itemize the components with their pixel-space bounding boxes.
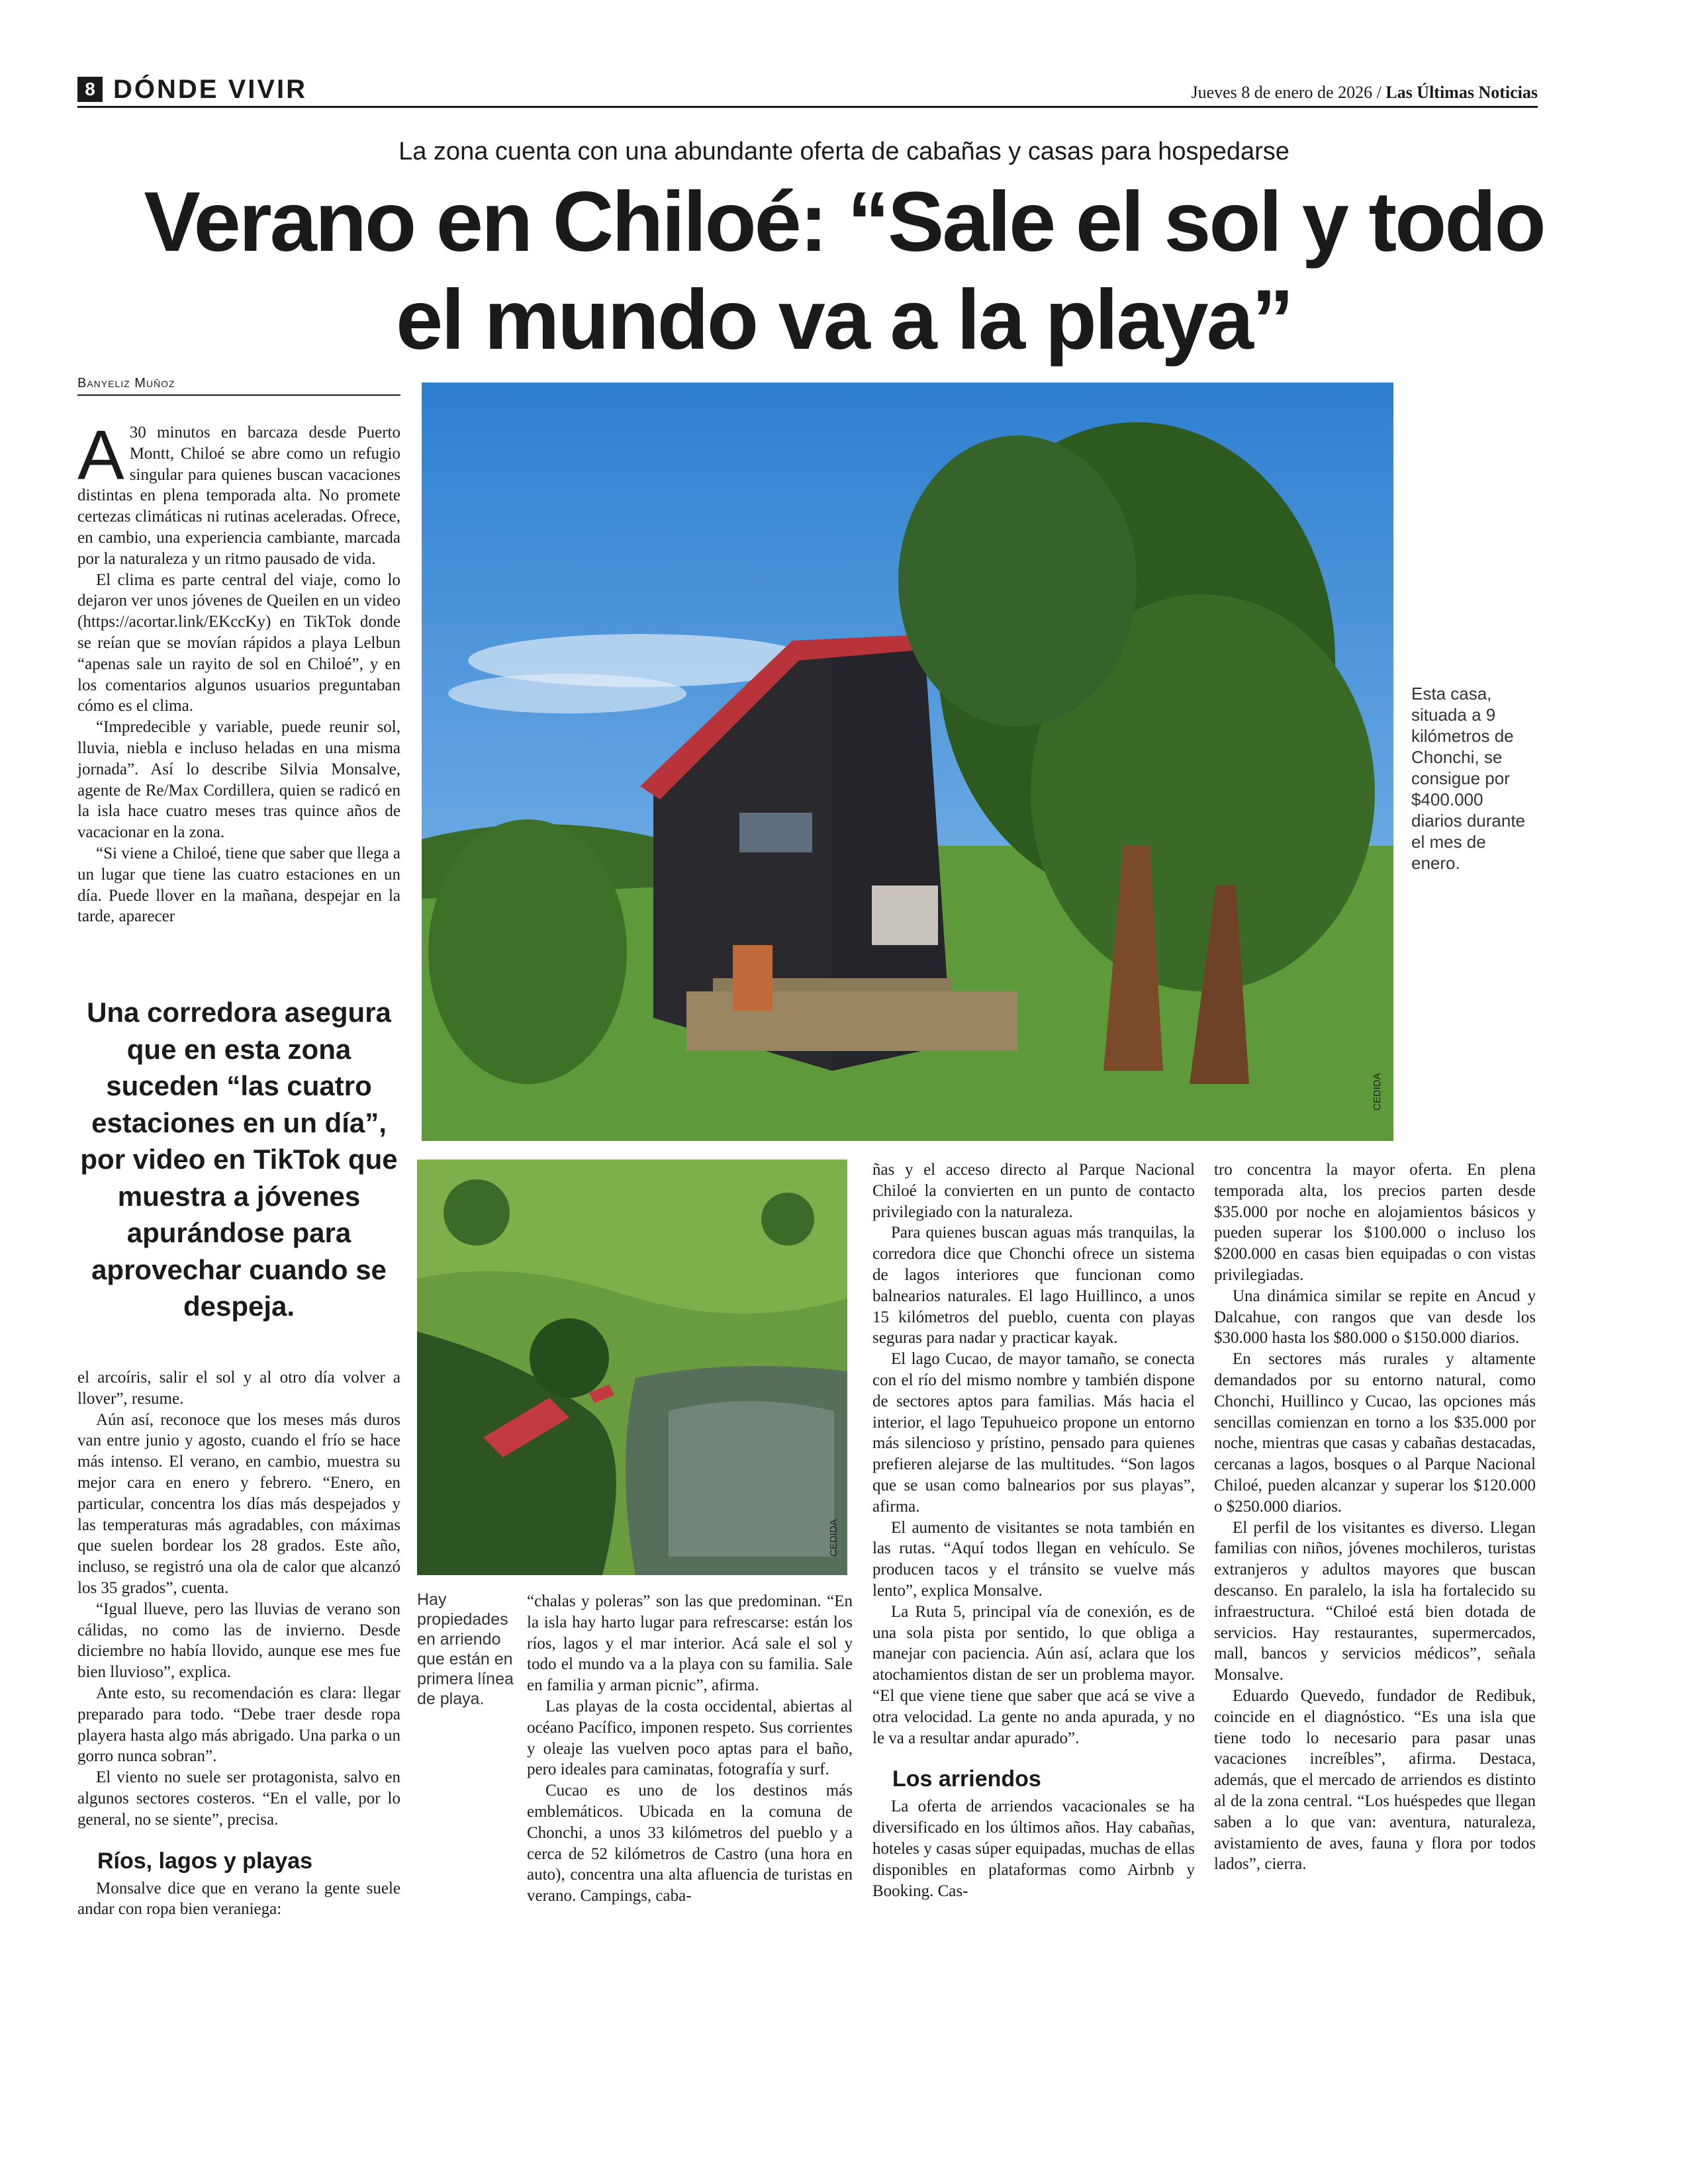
date-separator: / [1376, 83, 1382, 102]
paragraph: El viento no suele ser protagonista, salvo en algunos sectores costeros. “En el valle, por lo general, no se siente”, precisa. [77, 1768, 400, 1829]
date-line [1191, 81, 1538, 105]
article-column-1-top [77, 416, 400, 927]
paragraph: “Igual llueve, pero las lluvias de verano son cálidas, no como las de invierno. Desde diciembre no había llovido, aunque ese mes fue bien lluvioso”, explica. [77, 1600, 400, 1682]
paragraph: El aumento de visitantes se nota también en las rutas. “Aquí todos llegan en vehículo. Se producen tacos y el tránsito se vuelve más lento”, explica Monsalve. [872, 1518, 1195, 1600]
paragraph: “Impredecible y variable, puede reunir sol, lluvia, niebla e incluso heladas en una misma jornada”. Así lo describe Silvia Monsalve, agente de Re/Max Cordillera, quien se radicó en la isla hace cuatro meses tras quince años de vacacionar en la zona. [77, 718, 400, 842]
section-title: DÓNDE VIVIR [113, 75, 308, 104]
paragraph: El clima es parte central del viaje, como lo dejaron ver unos jóvenes de Queilen en un video (https://acortar.link/EKccKy) en TikTok donde se reían que se movían rápidos a playa Lelbun “apenas sale un rayito de sol en Chiloé”, y en los comentarios algunos usuarios preguntaban cómo es el clima. [77, 570, 400, 715]
paragraph: tro concentra la mayor oferta. En plena temporada alta, los precios parten desde $35.000 por noche en alojamientos básicos y pueden superar los $100.000 o incluso los $200.000 en casas bien equipadas o con vistas privilegiadas. [1214, 1161, 1536, 1284]
byline-name: Banyeliz Muñoz [77, 376, 175, 390]
photo-credit: CEDIDA [828, 1519, 839, 1557]
article-column-1-bottom [77, 1367, 400, 1920]
paragraph: Aún así, reconoce que los meses más duros van entre junio y agosto, cuando el frío se hace más intenso. El verano, en cambio, muestra su mejor cara en enero y febrero. “Enero, en particular, concentra los días más despejados y las temperaturas más agradables, con máximas que suelen bordear los 28 grados. Este año, incluso, se registró una ola de calor que alcanzó los 35 grados”, cuenta. [77, 1410, 400, 1597]
pull-quote: Una corredora asegura que en esta zona suceden “las cuatro estaciones en un día”, por video en TikTok que muestra a jóvenes apurándose para aprovechar cuando se despeja. [80, 997, 398, 1322]
subheading-los-arriendos: Los arriendos [892, 1766, 1041, 1792]
photo-aerial [417, 1160, 847, 1575]
paragraph: La oferta de arriendos vacacionales se ha diversificado en los últimos años. Hay cabañas, hoteles y casas súper equipadas, muchas de ellas disponibles en plataformas como Airbnb y Booking. Cas- [872, 1797, 1195, 1900]
paragraph: El perfil de los visitantes es diverso. Llegan familias con niños, jóvenes mochileros, turistas extranjeros y adultos mayores que buscan descanso. En paralelo, la isla ha fortalecido su infraestructura. “Chiloé está bien dotada de servicios. Hay restaurantes, supermercados, mall, bancos y servicios médicos”, señala Monsalve. [1214, 1518, 1536, 1684]
subheading-rios-lagos-playas: Ríos, lagos y playas [97, 1848, 313, 1874]
photo-credit: CEDIDA [1372, 1073, 1383, 1111]
paragraph: Las playas de la costa occidental, abiertas al océano Pacífico, imponen respeto. Sus corrientes y oleaje las vuelven poco aptas para el baño, pero ideales para caminatas, fotografía y surf. [527, 1697, 853, 1779]
paragraph: ñas y el acceso directo al Parque Nacional Chiloé la convierten en un punto de contacto privilegiado con la naturaleza. [872, 1161, 1195, 1221]
article-column-2-bottom [527, 1591, 853, 1907]
paragraph: Para quienes buscan aguas más tranquilas, la corredora dice que Chonchi ofrece un sistema de lagos interiores que funcionan como balnearios naturales. El lago Huillinco, a unos 15 kilómetros del pueblo, cuenta con playas seguras para nadar y practicar kayak. [872, 1224, 1195, 1347]
paragraph: Monsalve dice que en verano la gente suele andar con ropa bien veraniega: [77, 1879, 400, 1919]
paragraph: Eduardo Quevedo, fundador de Redibuk, coincide en el diagnóstico. “Es una isla que tiene todo lo necesario para pasar unas vacaciones increíbles”, afirma. Destaca, además, que el mercado de arriendos es distinto al de la zona central. “Los huéspedes que llegan saben a lo que van: aventura, naturaleza, avistamiento de aves, fauna y flora por todos lados”, cierra. [1214, 1686, 1536, 1874]
lead-paragraph: A 30 minutos en barcaza desde Puerto Montt, Chiloé se abre como un refugio singular para quienes buscan vacaciones distintas en plena temporada alta. No promete certezas climáticas ni rutinas aceleradas. Ofrece, en cambio, una experiencia cambiante, marcada por la naturaleza y un ritmo pausado de vida. [77, 416, 400, 568]
page-header [77, 74, 1538, 108]
byline [77, 375, 400, 396]
headline: Verano en Chiloé: “Sale el sol y todo el mundo va a la playa” [144, 175, 1544, 367]
kicker: La zona cuenta con una abundante oferta de cabañas y casas para hospedarse [399, 138, 1289, 165]
paragraph: “Si viene a Chiloé, tiene que saber que llega a un lugar que tiene las cuatro estaciones en un día. Puede llover en la mañana, despejar en la tarde, aparecer [77, 844, 400, 926]
paragraph: El lago Cucao, de mayor tamaño, se conecta con el río del mismo nombre y también dispone de sectores aptos para familias. Más hacia el interior, el lago Tepuhueico propone un entorno más silencioso y prístino, pensado para quienes prefieren alejarse de las multitudes. “Son lagos que se usan como balnearios por sus playas”, afirma. [872, 1350, 1195, 1516]
paragraph: “chalas y poleras” son las que predominan. “En la isla hay harto lugar para refrescarse: están los ríos, lagos y el mar interior. Acá sale el sol y todo el mundo va a la playa con su familia. Sale en familia y arman picnic”, afirma. [527, 1592, 853, 1695]
page-number: 8 [77, 77, 103, 102]
paragraph: La Ruta 5, principal vía de conexión, es de una sola pista por sentido, lo que obliga a manejar con paciencia. Aún así, aclara que los atochamientos distan de ser un problema mayor. “El que viene tiene que saber que acá se vive a otra velocidad. La gente no anda apurada, y no le va a resultar andar apurado”. [872, 1602, 1195, 1747]
drop-cap: A [77, 416, 124, 494]
paragraph: Cucao es uno de los destinos más emblemáticos. Ubicada en la comuna de Chonchi, a unos 33 kilómetros del pueblo y a cerca de 52 kilómetros de Castro (una hora en auto), concentra una alta afluencia de turistas en verano. Campings, caba- [527, 1782, 853, 1905]
issue-date: Jueves 8 de enero de 2026 [1191, 83, 1373, 102]
paragraph: Una dinámica similar se repite en Ancud y Dalcahue, con rangos que van desde los $30.000 hasta los $80.000 o $150.000 diarios. [1214, 1287, 1536, 1347]
publication-name: Las Últimas Noticias [1385, 83, 1538, 102]
photo-caption-house: Esta casa, situada a 9 kilómetros de Chonchi, se consigue por $400.000 diarios durante el mes de enero. [1411, 684, 1525, 873]
paragraph: Ante esto, su recomendación es clara: llegar preparado para todo. “Debe traer desde ropa playera hasta algo más abrigado. Una parka o un gorro nunca sobran”. [77, 1684, 400, 1766]
article-column-3 [872, 1160, 1195, 1901]
article-column-4 [1214, 1160, 1536, 1875]
paragraph: el arcoíris, salir el sol y al otro día volver a llover”, resume. [77, 1369, 400, 1408]
photo-caption-aerial: Hay propiedades en arriendo que están en primera línea de playa. [417, 1590, 514, 1708]
paragraph: En sectores más rurales y altamente demandados por su entorno natural, como Chonchi, Huillinco y Cucao, las opciones más sencillas comienzan en torno a los $35.000 por noche, mientras que casas y cabañas destacadas, cercanas a lagos, bosques o al Parque Nacional Chiloé, pueden alcanzar y superar los $120.000 o $250.000 diarios. [1214, 1350, 1536, 1516]
photo-house [422, 383, 1393, 1141]
